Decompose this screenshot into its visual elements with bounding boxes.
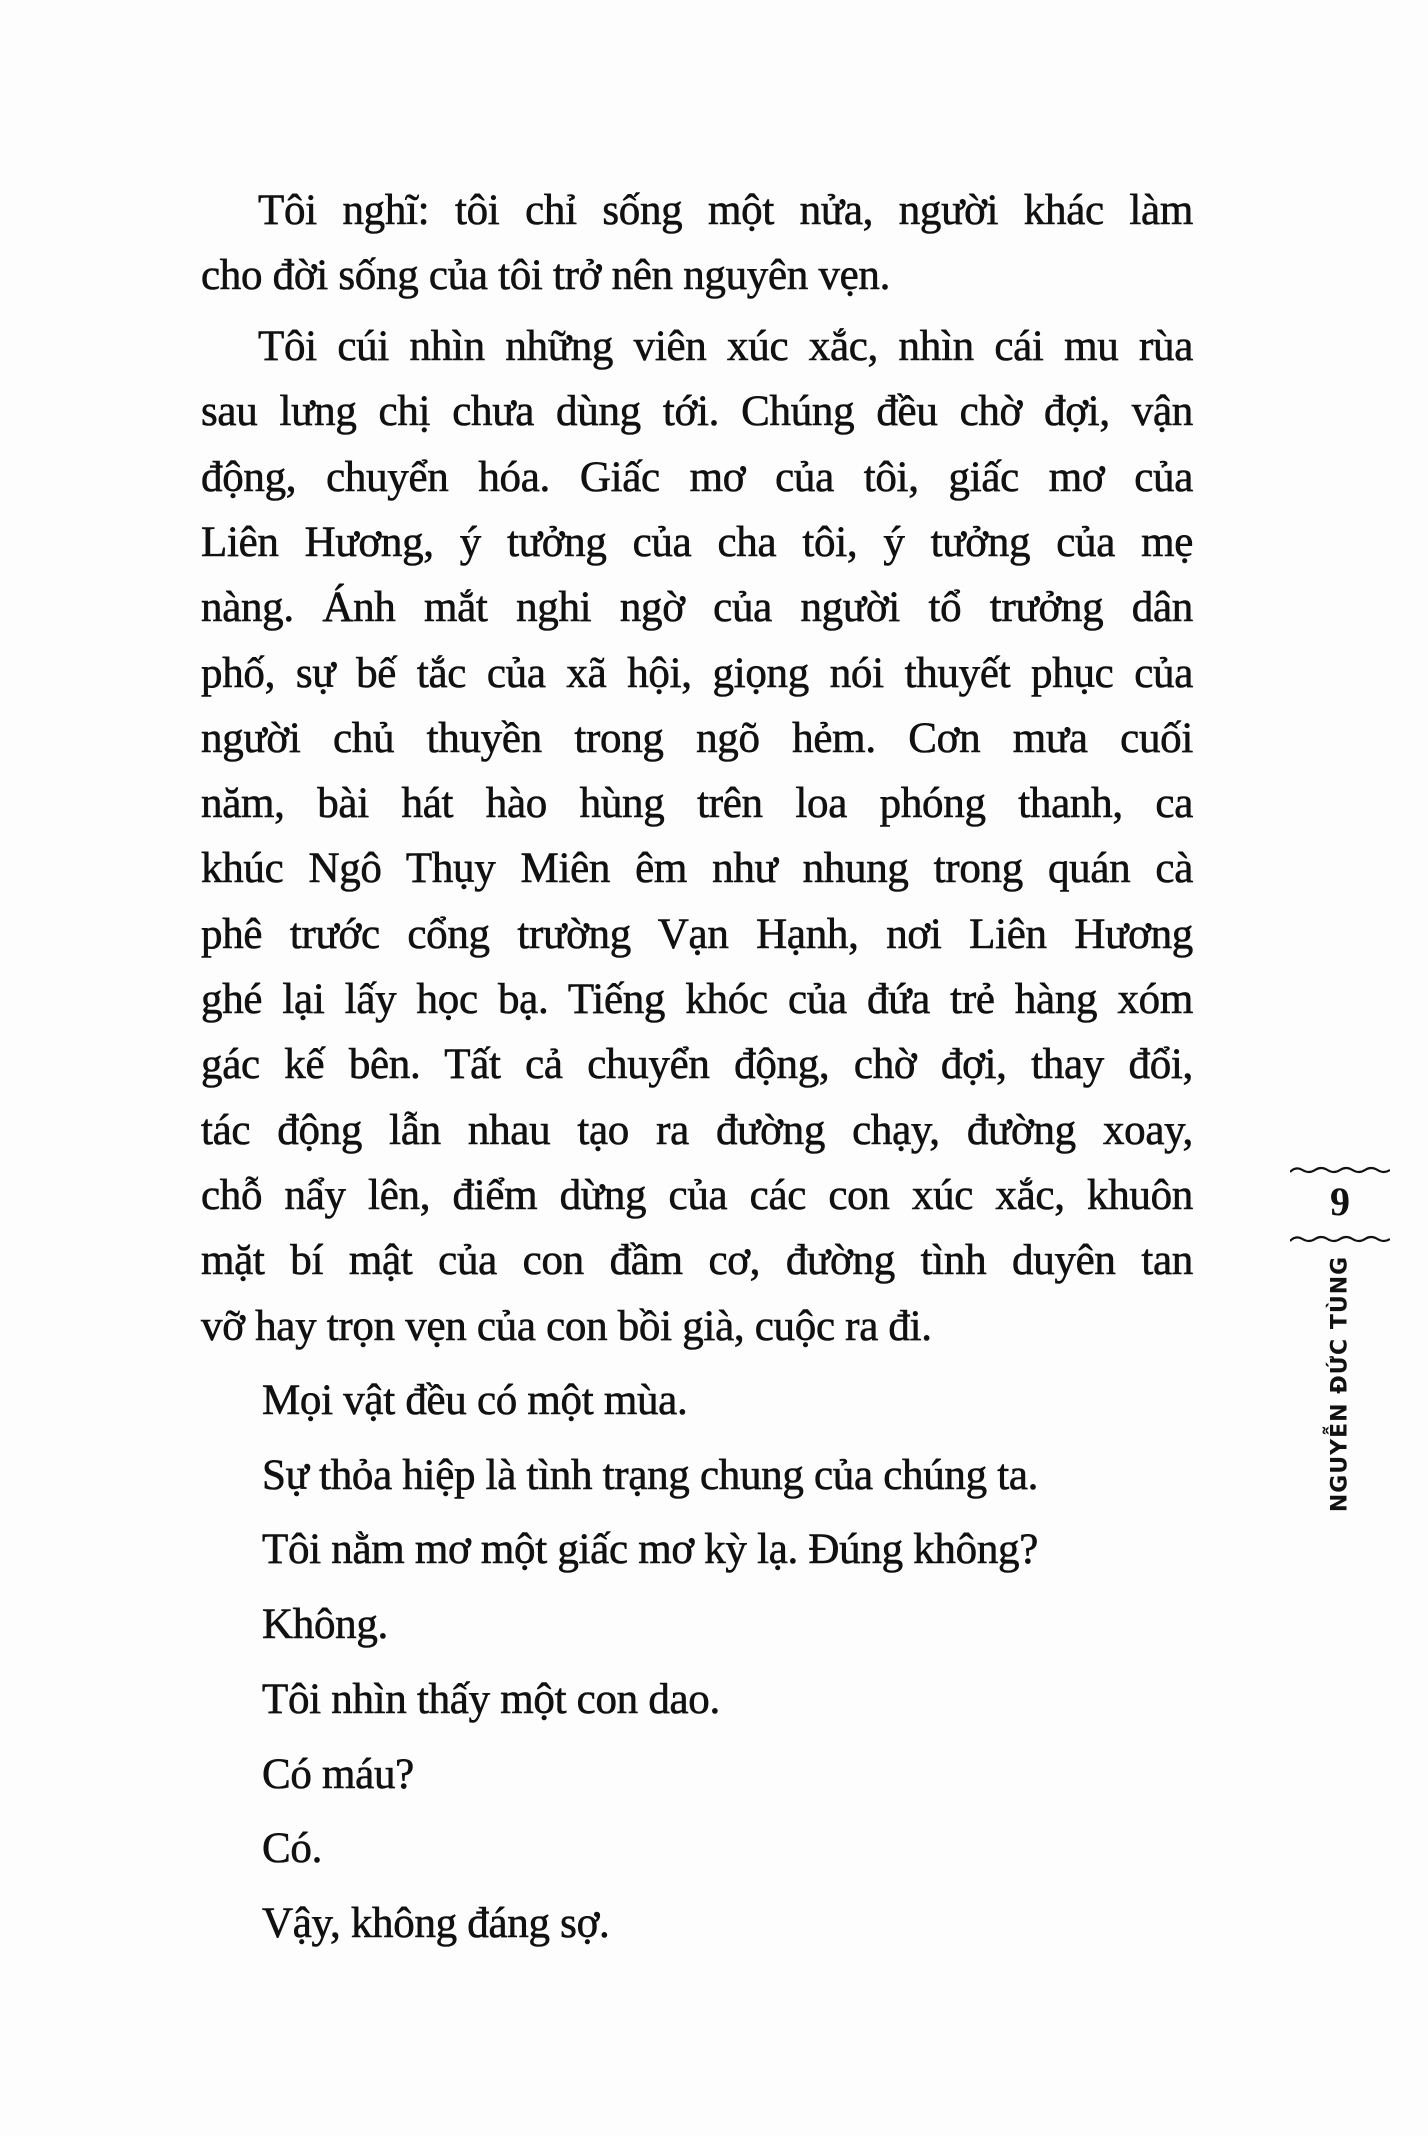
text-line: khúc Ngô Thụy Miên êm như nhung trong quán cà	[201, 845, 1193, 893]
dialogue-line: Không.	[262, 1601, 389, 1649]
text-line: Tôi nghĩ: tôi chỉ sống một nửa, người khác làm	[258, 187, 1193, 234]
text-line: Tôi cúi nhìn những viên xúc xắc, nhìn cái mu rùa	[258, 323, 1193, 370]
text-line: vỡ hay trọn vẹn của con bồi già, cuộc ra đi.	[201, 1302, 932, 1350]
text-line: ghé lại lấy học bạ. Tiếng khóc của đứa trẻ hàng xóm	[201, 976, 1193, 1023]
wavy-divider-bottom	[1290, 1232, 1390, 1246]
text-line: cho đời sống của tôi trở nên nguyên vẹn.	[201, 252, 891, 300]
text-line: nàng. Ánh mắt nghi ngờ của người tổ trưởng dân	[201, 584, 1193, 632]
author-name: NGUYỄN ĐỨC TÙNG	[1327, 1255, 1353, 1513]
text-line: năm, bài hát hào hùng trên loa phóng thanh, ca	[201, 780, 1193, 828]
text-line: động, chuyển hóa. Giấc mơ của tôi, giấc mơ của	[201, 453, 1193, 501]
dialogue-line: Sự thỏa hiệp là tình trạng chung của chúng ta.	[262, 1451, 1039, 1499]
text-line: phố, sự bế tắc của xã hội, giọng nói thuyết phục của	[201, 649, 1193, 697]
text-line: tác động lẫn nhau tạo ra đường chạy, đường xoay,	[201, 1106, 1193, 1154]
text-line: sau lưng chị chưa dùng tới. Chúng đều chờ đợi, vận	[201, 388, 1193, 436]
dialogue-line: Vậy, không đáng sợ.	[262, 1899, 610, 1947]
text-line: Liên Hương, ý tưởng của cha tôi, ý tưởng của mẹ	[201, 518, 1193, 566]
dialogue-line: Tôi nhìn thấy một con dao.	[262, 1675, 720, 1723]
dialogue-line: Có.	[262, 1825, 323, 1873]
dialogue-line: Có máu?	[262, 1750, 414, 1798]
dialogue-line: Tôi nằm mơ một giấc mơ kỳ lạ. Đúng không?	[262, 1526, 1038, 1574]
text-line: người chủ thuyền trong ngõ hẻm. Cơn mưa cuối	[201, 714, 1193, 762]
page-number: 9	[1330, 1179, 1350, 1224]
text-line: phê trước cổng trường Vạn Hạnh, nơi Liên Hương	[201, 910, 1193, 958]
text-line: gác kế bên. Tất cả chuyển động, chờ đợi, thay đổi,	[201, 1041, 1193, 1089]
dialogue-line: Mọi vật đều có một mùa.	[262, 1377, 688, 1424]
text-line: chỗ nẩy lên, điểm dừng của các con xúc xắc, khuôn	[201, 1171, 1193, 1219]
text-line: mặt bí mật của con đầm cơ, đường tình duyên tan	[201, 1237, 1193, 1285]
